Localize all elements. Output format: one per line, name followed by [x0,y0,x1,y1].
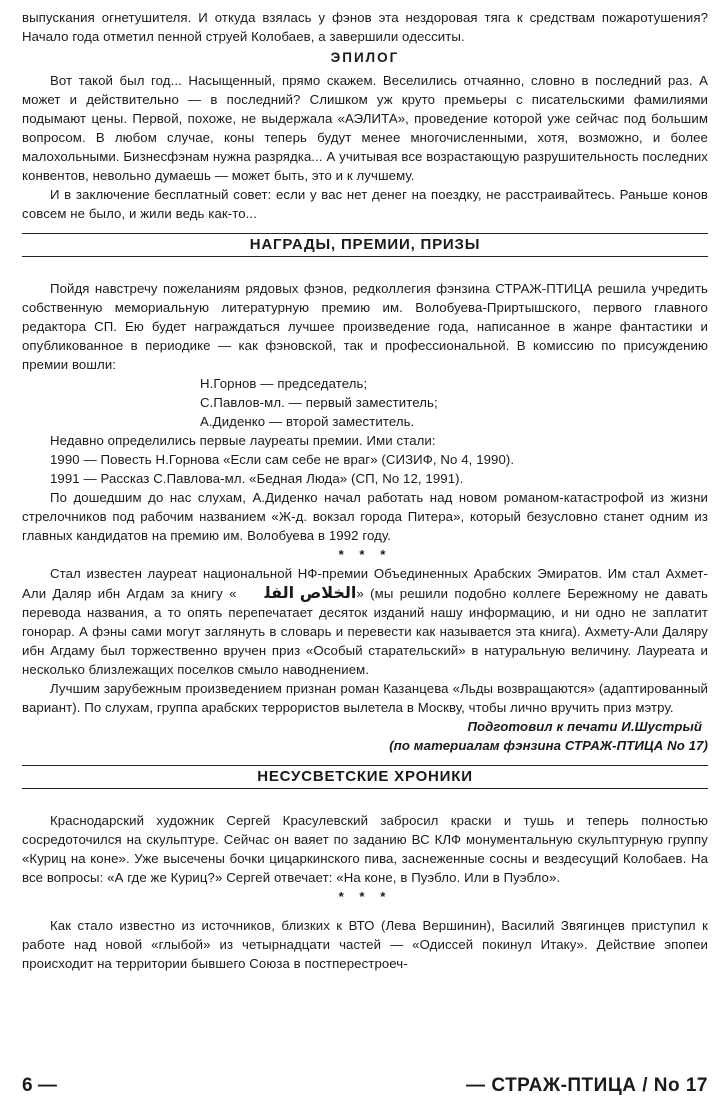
section-separator-stars: * * * [338,547,392,562]
chronicles-heading: НЕСУСВЕТСКИЕ ХРОНИКИ [257,768,473,785]
awards-paragraph-2: По дошедшим до нас слухам, А.Диденко начал работать над новом романом-катастрофой из жизни стрелочников под рабочим названием «Ж-д. вокзал города Питера», который безусловно станет одним из главных кандидатов на премию им. Волобуева в 1992 году. [22,490,708,543]
p3-after: » (мы решили подобно коллеге Бережному не давать перевода названия, а то опять перепечатает десяток изданий нашу информацию, и ни одно не заплатит гонорар. А фэны сами могут заглянуть в словарь и перевести как называется эта книга). Ахмету-Али Даляру ибн Агдаму был торжественно вручен приз «Особый старательский» в натуральную величину. Лауреата и несколько близлежащих поселков смыло наводнением. [22,586,708,677]
chronicles-paragraph-1: Краснодарский художник Сергей Красулевский забросил краски и тушь и теперь полностью сосредоточился на скульптуре. Сейчас он ваяет по заданию ВС КЛФ монументальную скульптурную группу «Куриц на коне». Уже высечены бочки цицаркинского пива, заснеженные сосны и вездесущий Колобаев. На все вопросы: «А где же Куриц?» Сергей отвечает: «На коне, в Пуэбло. Или в Пуэбло». [22,813,708,885]
awards-paragraph-3 [22,564,708,679]
epilogue-paragraph-2: И в заключение бесплатный совет: если у вас нет денег на поездку, не расстраивайтесь. Раньше конов совсем не было, и жили ведь как-то... [22,187,708,221]
prepared-by-signature: Подготовил к печати И.Шустрый [467,719,702,734]
epilogue-heading: ЭПИЛОГ [330,50,400,65]
source-note: (по материалам фэнзина СТРАЖ-ПТИЦА No 17) [389,738,708,753]
arabic-book-title: ﺍﻟﺨﻼﺹ ﺍﻟﻔﻠ [264,583,357,602]
awards-heading: НАГРАДЫ, ПРЕМИИ, ПРИЗЫ [249,236,481,253]
intro-paragraph: выпускания огнетушителя. И откуда взялась у фэнов эта нездоровая тяга к средствам пожаротушения? Начало года отметил пенной струей Колобаев, а завершили одесситы. [22,10,708,44]
awards-paragraph-4: Лучшим зарубежным произведением признан роман Казанцева «Льды возвращаются» (адаптированный вариант). По слухам, группа арабских террористов вылетела в Москву, чтобы лично вручить приз мэтру. [22,681,708,715]
laureates-intro: Недавно определились первые лауреаты премии. Ими стали: [50,433,436,448]
committee-list [22,374,708,431]
committee-member: Н.Горнов — председатель; [200,376,368,391]
laureate-1991: 1991 — Рассказ С.Павлова-мл. «Бедная Люда» (СП, No 12, 1991). [50,471,464,486]
epilogue-paragraph-1: Вот такой был год... Насыщенный, прямо скажем. Веселились отчаянно, словно в последний раз. А может и действительно — в последний? Слишком уж круто премьеры с писательскими фамилиями подымают цены. Первой, похоже, не выдержала «АЭЛИТА», проведение которой уже сейчас под большим вопросом. В любом случае, коны теперь будут менее многочисленными, хотя, возможно, и более малохольными. Бизнесфэнам нужна разрядка... А учитывая все возрастающую разрушительность последних конвентов, невольно думаешь — может быть, это и к лучшему. [22,73,708,183]
publication-title: — СТРАЖ-ПТИЦА / No 17 [466,1075,708,1096]
page-content [22,8,708,973]
committee-member: А.Диденко — второй заместитель. [200,414,415,429]
awards-paragraph-1: Пойдя навстречу пожеланиям рядовых фэнов, редколлегия фэнзина СТРАЖ-ПТИЦА решила учредить собственную мемориальную литературную премию им. Волобуева-Приртышского, первого главного редактора СП. Ею будет награждаться лучшее произведение года, написанное в жанре фантастики и опубликованное в периодике — как фэновской, так и профессиональной. В комиссию по присуждению премии вошли: [22,281,708,372]
p3-before: Стал известен лауреат национальной НФ-премии Объединенных Арабских Эмиратов. Им стал Ахмет-Али Даляр ибн Агдам за книгу « [22,566,708,601]
page-number: 6 — [22,1075,57,1096]
chronicles-paragraph-2: Как стало известно из источников, близких к ВТО (Лева Вершинин), Василий Звягинцев приступил к работе над новой «глыбой» из четырнадцати частей — «Одиссей покинул Итаку». Действие эпопеи происходит на территории бывшего Союза в постперестроеч- [22,918,708,971]
committee-member: С.Павлов-мл. — первый заместитель; [200,395,438,410]
section-separator-stars: * * * [338,889,392,904]
laureate-1990: 1990 — Повесть Н.Горнова «Если сам себе не враг» (СИЗИФ, No 4, 1990). [50,452,515,467]
